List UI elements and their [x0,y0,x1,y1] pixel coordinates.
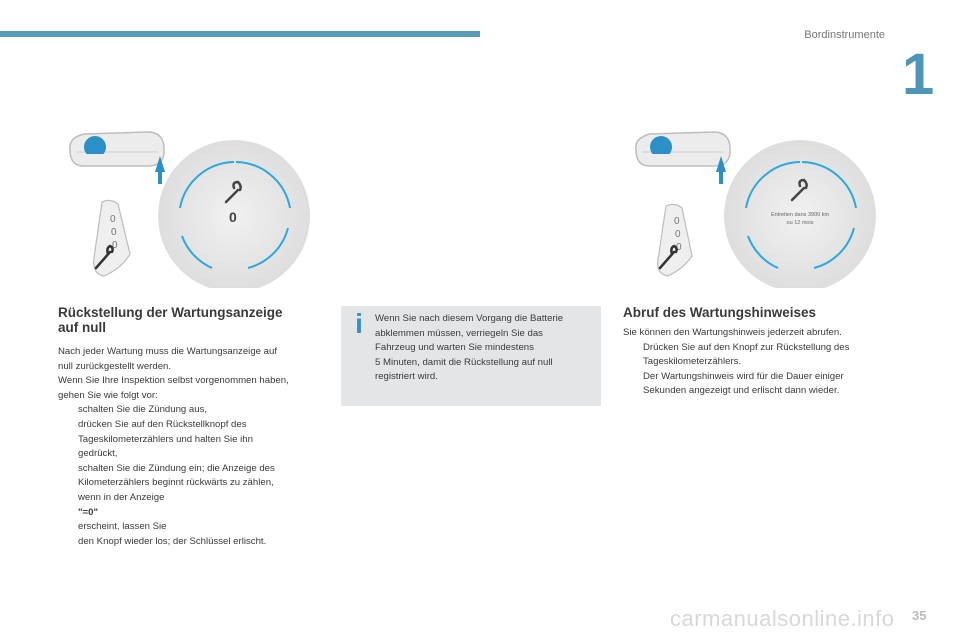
display-value-highlight: "=0" [78,506,99,518]
gauge-dial [158,140,310,288]
odometer-digit: 0 [676,242,682,253]
note-text: Wenn Sie nach diesem Vorgang die Batterie abklemmen müssen, verriegeln Sie das Fahrzeug und warten Sie mindestens 5 Minuten, damit die Rückstellung auf null registriert wird. [375,313,564,383]
heading-line: Rückstellung der Wartungsanzeige [58,305,283,320]
list-item: schalten Sie die Zündung aus, [78,404,208,416]
illustration-service-info [628,128,888,288]
lever-stalk [636,132,730,166]
step-list [623,341,893,399]
odometer-digit: 0 [111,227,117,238]
intro-paragraph: Sie können den Wartungshinweis jederzeit abrufen. [623,327,842,338]
section-title: Bordinstrumente [804,29,885,41]
page-number: 35 [912,608,927,623]
odometer-digit: 0 [110,214,116,225]
odometer-digit: 0 [112,240,118,251]
step-list [58,403,330,549]
odometer-digit: 0 [675,229,681,240]
heading-line: auf null [58,320,106,335]
illustration-reset-procedure [62,128,322,288]
list-item: wenn in der Anzeige "=0" erscheint, lassen Sie den Knopf wieder los; der Schlüssel erlischt. [58,491,330,549]
watermark: carmanualsonline.info [670,606,895,631]
list-item: Drücken Sie auf den Knopf zur Rückstellung des Tageskilometerzählers. Der Wartungshinweis wird für die Dauer einiger Sekunden angezeigt und erlischt dann wieder. [643,341,850,397]
odometer-panel [94,200,130,276]
info-icon: i [355,308,363,339]
odometer-panel [658,204,692,276]
gauge-dial [724,140,876,288]
list-item: drücken Sie auf den Rückstellknopf des Tageskilometerzählers und halten Sie ihn gedrückt, [78,418,253,460]
reset-instructions [58,345,330,549]
chapter-number: 1 [902,42,935,107]
odometer-digit: 0 [674,216,680,227]
display-text: ou 12 mois [786,220,814,226]
dial-value: 0 [229,209,237,225]
list-item: schalten Sie die Zündung ein; die Anzeige des Kilometerzählers beginnt rückwärts zu zählen, [78,462,275,489]
service-info-instructions [623,326,893,399]
intro-paragraph: Wenn Sie Ihre Inspektion selbst vorgenommen haben, gehen Sie wie folgt vor: [58,375,289,401]
display-text: Entretien dans 3900 km [770,212,830,218]
info-note-box [341,306,601,406]
lever-stalk [70,132,164,166]
intro-paragraph: Nach jeder Wartung muss die Wartungsanzeige auf null zurückgestellt werden. [58,346,277,372]
section-heading-reset [58,305,328,335]
section-heading-service-info: Abruf des Wartungshinweises [623,305,817,320]
header-accent-bar [0,31,480,37]
